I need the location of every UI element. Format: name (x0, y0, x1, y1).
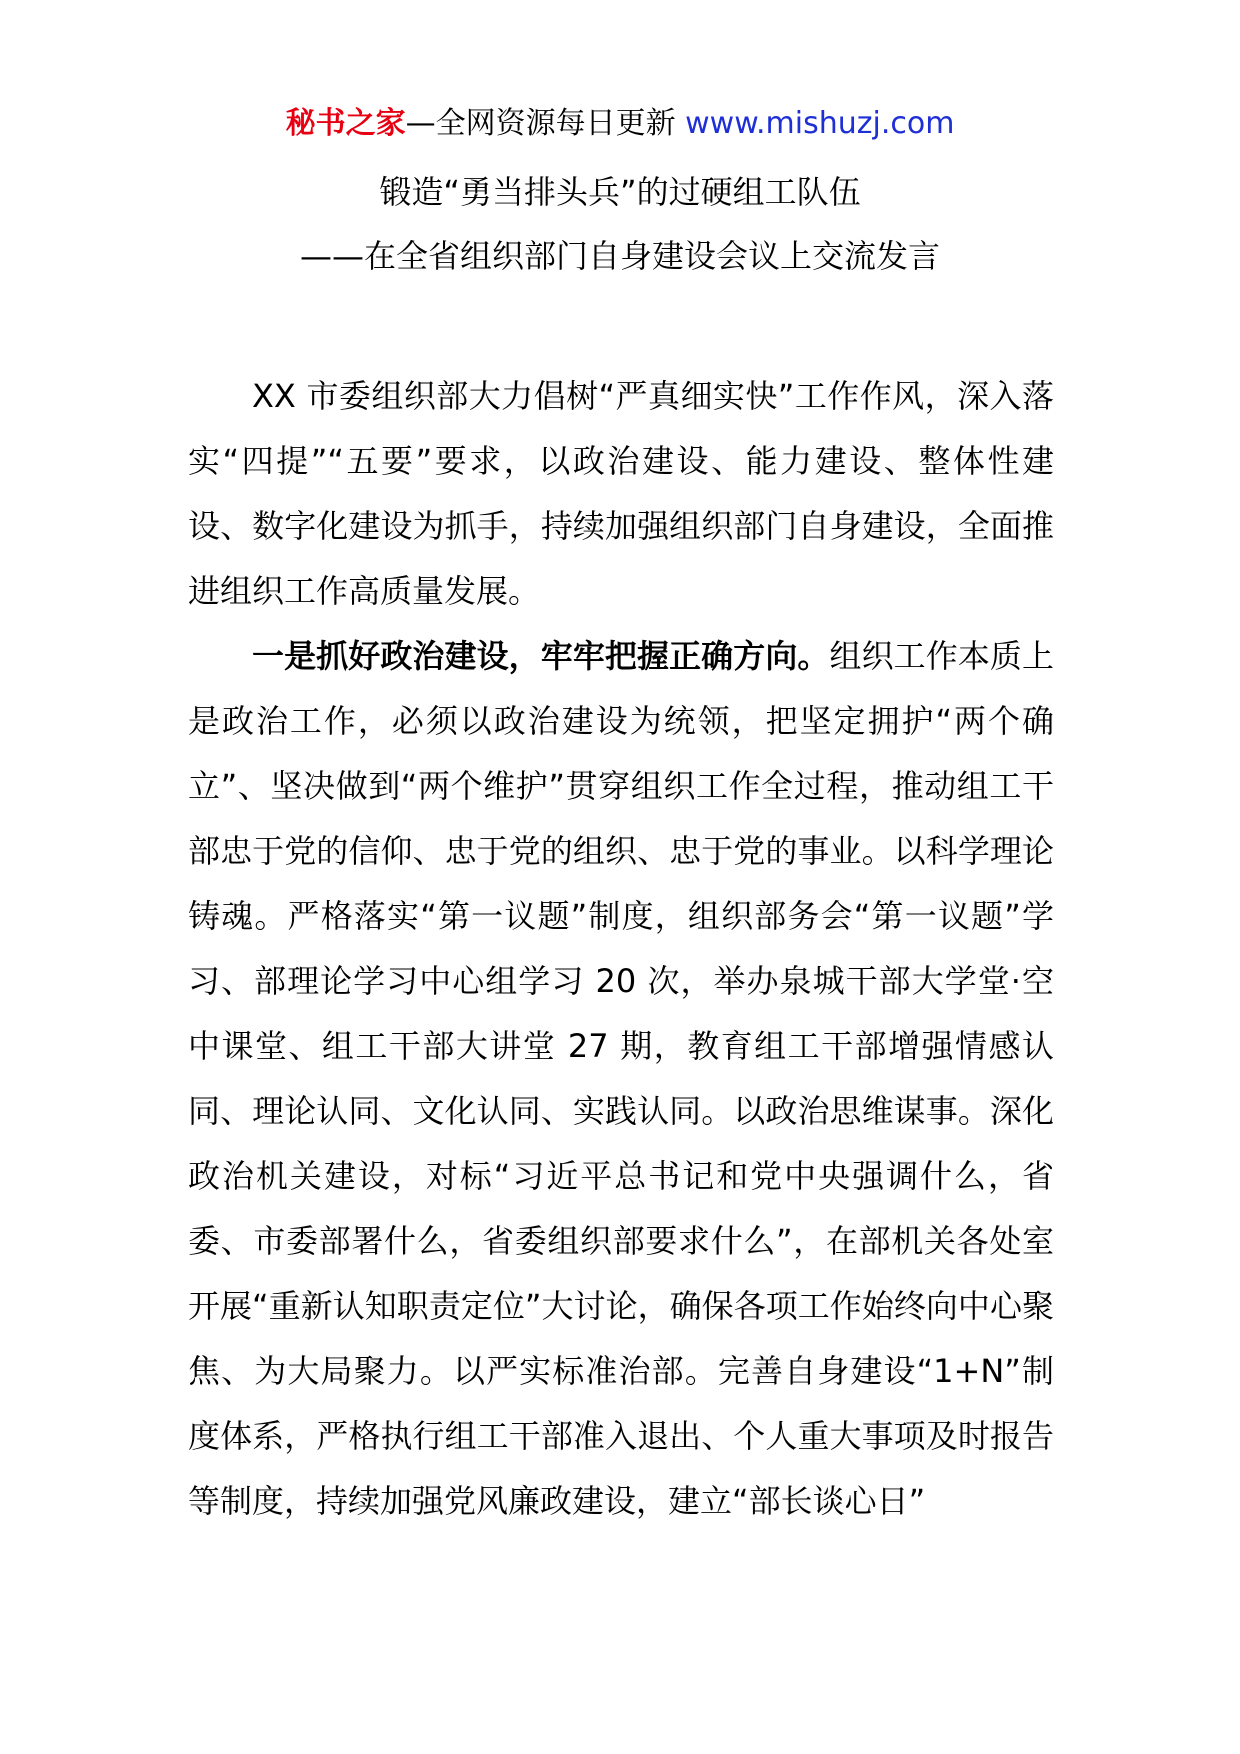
document-title: 锻造“勇当排头兵”的过硬组工队伍 (379, 173, 861, 211)
paragraph-intro: XX 市委组织部大力倡树“严真细实快”工作作风，深入落实“四提”“五要”要求，以政治建设、能力建设、整体性建设、数字化建设为抓手，持续加强组织部门自身建设，全面推进组织工作高质量发展。 (188, 377, 1054, 610)
header-slogan: —全网资源每日更新 (405, 106, 686, 141)
document-body (188, 364, 1054, 1534)
document-subtitle: ——在全省组织部门自身建设会议上交流发言 (299, 237, 940, 275)
header-banner (0, 104, 1240, 144)
brand-name: 秘书之家 (285, 106, 406, 141)
paragraph-political-building (188, 624, 1054, 1534)
paragraph-lead: 一是抓好政治建设，牢牢把握正确方向。 (252, 637, 830, 675)
paragraph-body: 组织工作本质上是政治工作，必须以政治建设为统领，把坚定拥护“两个确立”、坚决做到“两个维护”贯穿组织工作全过程，推动组工干部忠于党的信仰、忠于党的组织、忠于党的事业。以科学理论铸魂。严格落实“第一议题”制度，组织部务会“第一议题”学习、部理论学习中心组学习 20 次，举办泉城干部大学堂·空中课堂、组工干部大讲堂 27 期，教育组工干部增强情感认同、理论认同、文化认同、实践认同。以政治思维谋事。深化政治机关建设，对标“习近平总书记和党中央强调什么，省委、市委部署什么，省委组织部要求什么”，在部机关各处室开展“重新认知职责定位”大讨论，确保各项工作始终向中心聚焦、为大局聚力。以严实标准治部。完善自身建设“1+N”制度体系，严格执行组工干部准入退出、个人重大事项及时报告等制度，持续加强党风廉政建设，建立“部长谈心日” (188, 637, 1054, 1520)
site-link[interactable]: www.mishuzj.com (685, 106, 955, 141)
